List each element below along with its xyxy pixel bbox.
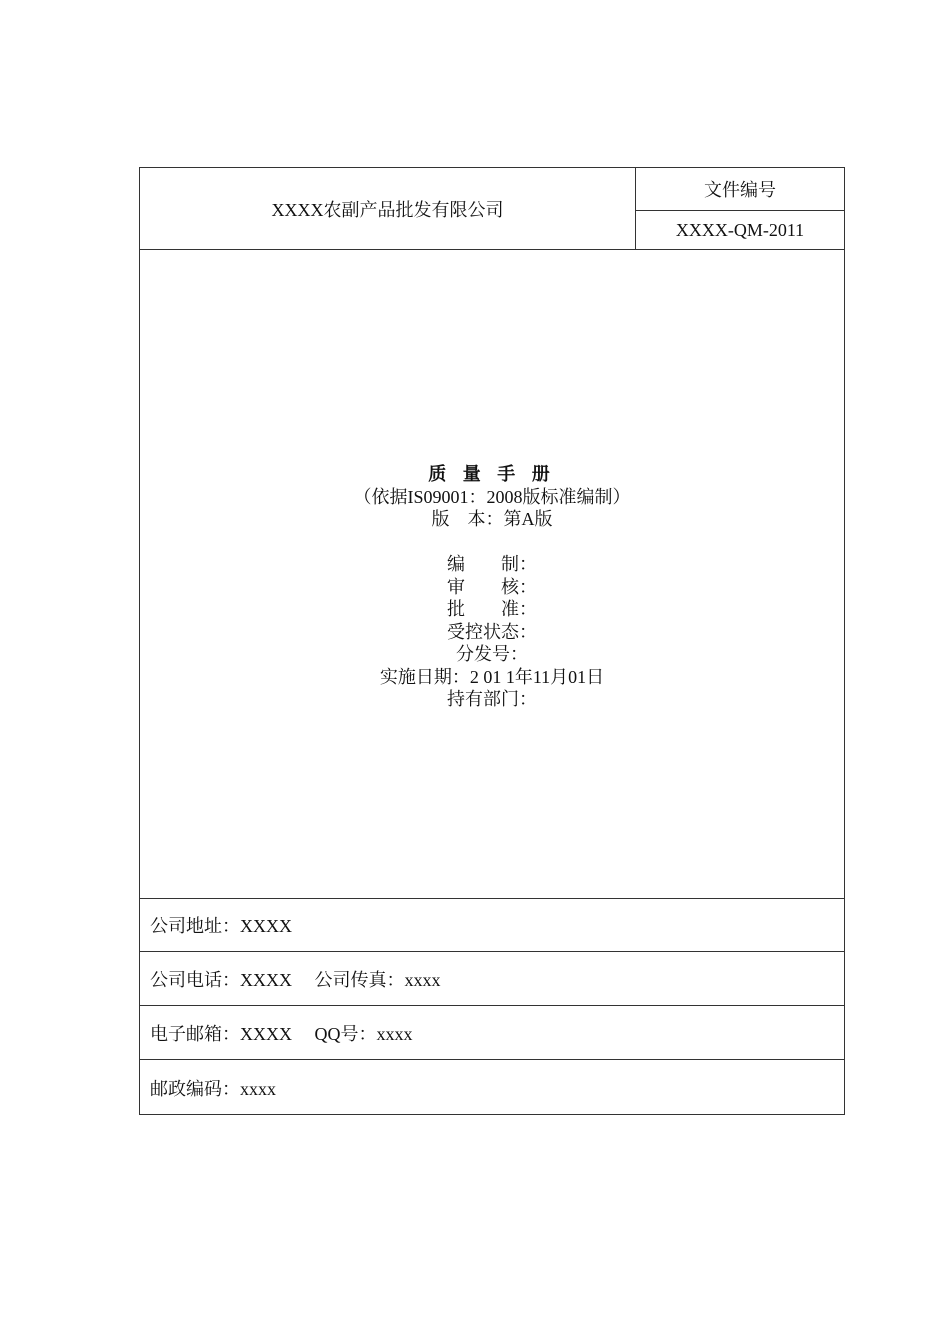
field-effective-date: 实施日期：2 01 1年11月01日 bbox=[379, 666, 605, 687]
document-cover-table bbox=[139, 167, 845, 1115]
doc-number-value: XXXX-QM-2011 bbox=[675, 219, 805, 240]
field-distribution-number: 分发号： bbox=[456, 644, 528, 664]
document-subtitle: （依据IS09001：2008版标准编制） bbox=[353, 486, 631, 507]
field-approved-by: 批 准： bbox=[447, 599, 537, 619]
company-name: XXXX农副产品批发有限公司 bbox=[140, 168, 636, 249]
field-holding-department: 持有部门： bbox=[447, 689, 537, 709]
field-reviewed-by: 审 核： bbox=[447, 576, 537, 597]
postcode-row: 邮政编码：xxxx bbox=[150, 1078, 276, 1099]
blank-line bbox=[140, 531, 844, 554]
cover-main-cell bbox=[140, 250, 844, 899]
field-compiled-by: 编 制： bbox=[447, 554, 537, 574]
version-line: 版 本：第A版 bbox=[431, 509, 553, 529]
company-phone-fax-row: 公司电话：XXXX 公司传真：xxxx bbox=[140, 953, 844, 1006]
field-control-status: 受控状态： bbox=[447, 621, 537, 642]
cover-text-block bbox=[140, 463, 844, 711]
header-row bbox=[140, 168, 844, 250]
document-title: 质 量 手 册 bbox=[428, 464, 556, 484]
company-address-row: 公司地址：XXXX bbox=[140, 899, 844, 952]
doc-number-label: 文件编号 bbox=[636, 168, 844, 211]
email-qq-row: 电子邮箱：XXXX QQ号：xxxx bbox=[140, 1007, 844, 1060]
